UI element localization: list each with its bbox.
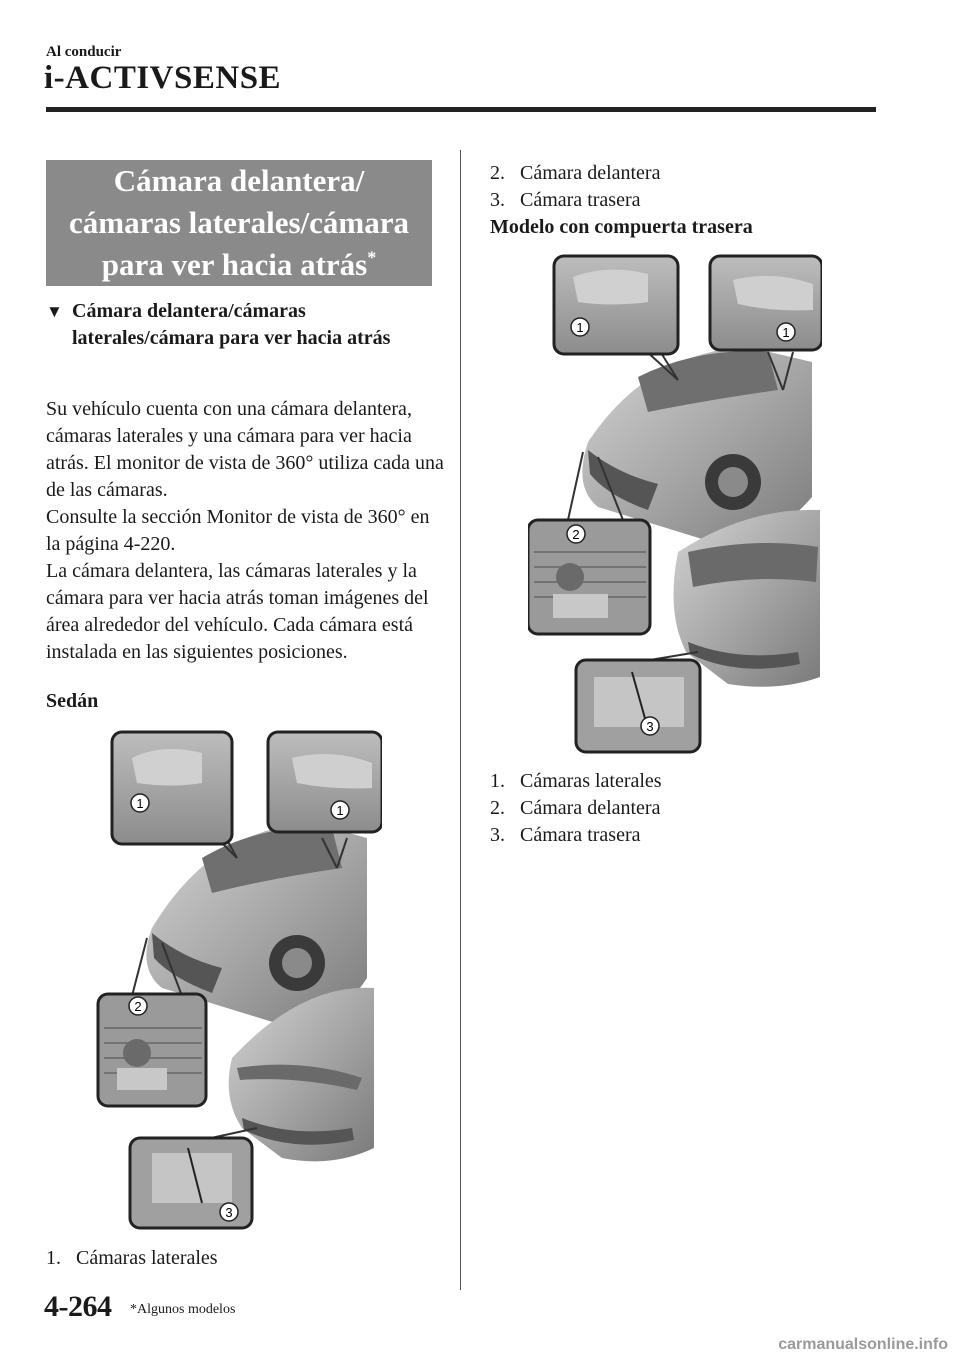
box-title-line-2: cámaras laterales/cámara bbox=[68, 205, 409, 240]
watermark: carmanualsonline.info bbox=[778, 1336, 948, 1353]
hatch-legend bbox=[490, 768, 910, 849]
list-item: 1. Cámaras laterales bbox=[46, 1247, 218, 1269]
hatch-label: Modelo con compuerta trasera bbox=[490, 216, 753, 238]
callout-1-left: 1 bbox=[576, 320, 584, 335]
sedan-label: Sedán bbox=[46, 690, 99, 712]
hatchback-camera-illustration bbox=[528, 252, 822, 758]
list-item: 1. Cámaras laterales bbox=[490, 770, 662, 792]
box-title-line-3: para ver hacia atrás* bbox=[101, 247, 377, 282]
sedan-legend-continued bbox=[490, 160, 910, 214]
subheading bbox=[46, 298, 426, 352]
callout-2: 2 bbox=[572, 527, 580, 542]
callout-1-right: 1 bbox=[782, 325, 790, 340]
sedan-camera-illustration bbox=[92, 728, 382, 1234]
footnote: *Algunos modelos bbox=[130, 1302, 236, 1317]
callout-3: 3 bbox=[646, 719, 654, 734]
left-mirror-inset bbox=[112, 732, 232, 844]
subheading-text: Cámara delantera/cámaras laterales/cámara para ver hacia atrás bbox=[72, 300, 391, 349]
callout-2: 2 bbox=[134, 999, 142, 1014]
page-title: i-ACTIVSENSE bbox=[44, 60, 282, 96]
page-number: 4-264 bbox=[44, 1290, 112, 1323]
body-paragraph-2: Consulte la sección Monitor de vista de 360° en la página 4-220. bbox=[46, 506, 430, 555]
title-rule bbox=[46, 107, 876, 112]
body-paragraph-3: La cámara delantera, las cámaras laterales y la cámara para ver hacia atrás toman imágenes del área alrededor del vehículo. Cada cámara está instalada en las siguientes posiciones. bbox=[46, 560, 429, 663]
triangle-marker-icon: ▼ bbox=[46, 302, 63, 321]
sedan-legend bbox=[46, 1245, 446, 1272]
callout-1-left: 1 bbox=[136, 796, 144, 811]
list-item: 2. Cámara delantera bbox=[490, 162, 661, 184]
body-paragraph-1: Su vehículo cuenta con una cámara delantera, cámaras laterales y una cámara para ver hacia atrás. El monitor de vista de 360° utiliza cada una de las cámaras. bbox=[46, 398, 444, 501]
callout-1-right: 1 bbox=[336, 803, 344, 818]
section-title-box bbox=[46, 160, 432, 286]
list-item: 3. Cámara trasera bbox=[490, 824, 641, 846]
asterisk-mark: * bbox=[367, 247, 377, 268]
list-item: 3. Cámara trasera bbox=[490, 189, 641, 211]
callout-3: 3 bbox=[225, 1205, 233, 1220]
list-item: 2. Cámara delantera bbox=[490, 797, 661, 819]
box-title-line-1: Cámara delantera/ bbox=[113, 163, 365, 198]
column-divider bbox=[460, 150, 461, 1290]
body-text bbox=[46, 396, 446, 666]
section-label: Al conducir bbox=[46, 44, 122, 60]
